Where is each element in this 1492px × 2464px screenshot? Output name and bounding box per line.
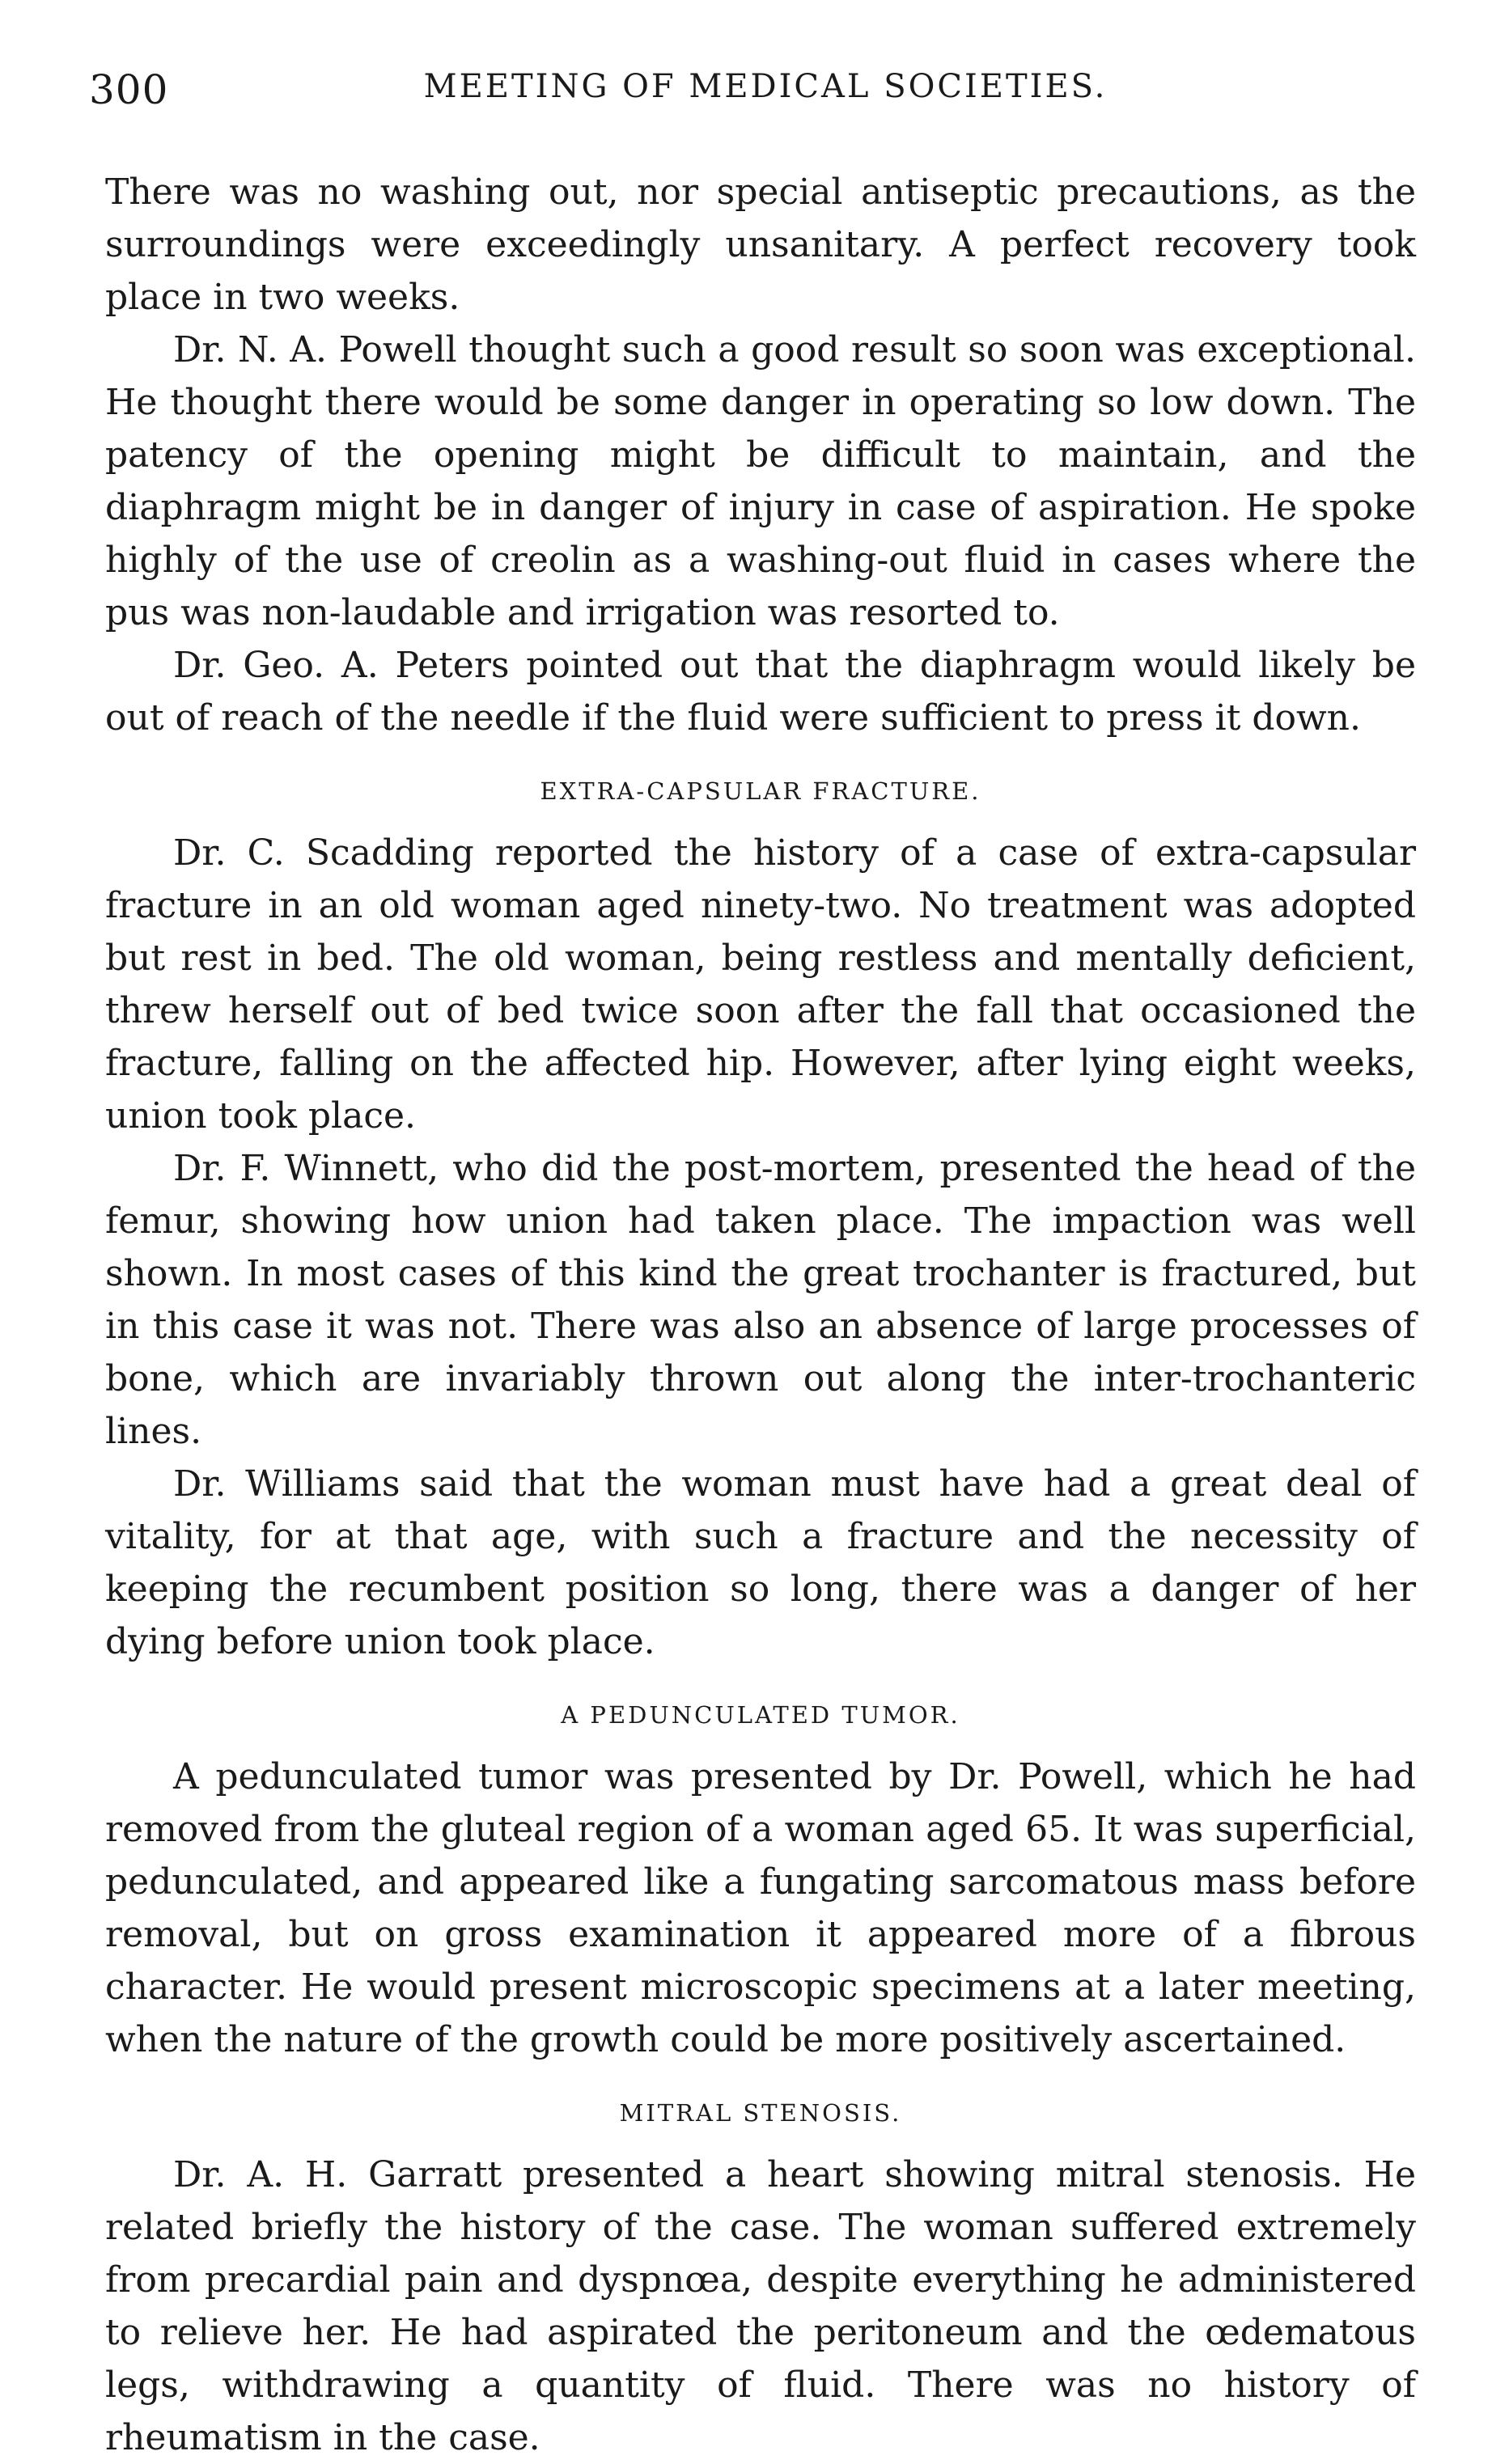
page-number: 300 (89, 66, 169, 113)
paragraph-scadding-report: Dr. C. Scadding reported the history of a case of extra-capsular fracture in an old woman aged ninety-two. No treatment was adopted but rest in bed. The old woman, being restless and mentally deficient, threw herself out of bed twice soon after the fall that occasioned the fracture, falling on the affected hip. However, after lying eight weeks, union took place. (105, 832, 1416, 1137)
page-header (89, 66, 1442, 123)
paragraph-garratt-report: Dr. A. H. Garratt presented a heart showing mitral stenosis. He related briefly the history of the case. The woman suffered extremely from precardial pain and dyspnœa, despite everything he administered to relieve her. He had aspirated the peritoneum and the œdematous legs, withdrawing a quantity of fluid. There was no history of rheumatism in the case. (105, 2154, 1416, 2458)
paragraph-winnett-remarks: Dr. F. Winnett, who did the post-mortem, presented the head of the femur, showing how union had taken place. The impaction was well shown. In most cases of this kind the great trochanter is fractured, but in this case it was not. There was also an absence of large processes of bone, which are invariably thrown out along the inter-trochanteric lines. (105, 1148, 1416, 1452)
section-heading-pedunculated-tumor: A PEDUNCULATED TUMOR. (561, 1701, 960, 1729)
running-title: MEETING OF MEDICAL SOCIETIES. (423, 68, 1108, 105)
paragraph-peters-remarks: Dr. Geo. A. Peters pointed out that the diaphragm would likely be out of reach of the needle if the fluid were sufficient to press it down. (105, 645, 1416, 739)
section-heading-extra-capsular-fracture: EXTRA-CAPSULAR FRACTURE. (540, 777, 981, 805)
body-text (105, 166, 1416, 2464)
paragraph-williams-remarks: Dr. Williams said that the woman must have had a great deal of vitality, for at that age, with such a fracture and the necessity of keeping the recumbent position so long, there was a danger of her dying before union took place. (105, 1463, 1416, 1662)
section-heading-mitral-stenosis: MITRAL STENOSIS. (619, 2099, 902, 2127)
paragraph-powell-remarks: Dr. N. A. Powell thought such a good result so soon was exceptional. He thought there would be some danger in operating so low down. The patency of the opening might be difficult to maintain, and the diaphragm might be in danger of injury in case of aspiration. He spoke highly of the use of creolin as a washing-out fluid in cases where the pus was non-laudable and irrigation was resorted to. (105, 329, 1416, 633)
paragraph-tumor-report: A pedunculated tumor was presented by Dr. Powell, which he had removed from the gluteal region of a woman aged 65. It was superficial, pedunculated, and appeared like a fungating sarcomatous mass before removal, but on gross examination it appeared more of a fibrous character. He would present microscopic specimens at a later meeting, when the nature of the growth could be more positively ascertained. (105, 1756, 1416, 2060)
paragraph-continued: There was no washing out, nor special antiseptic precautions, as the surroundings were exceedingly unsanitary. A perfect recovery took place in two weeks. (105, 171, 1416, 318)
